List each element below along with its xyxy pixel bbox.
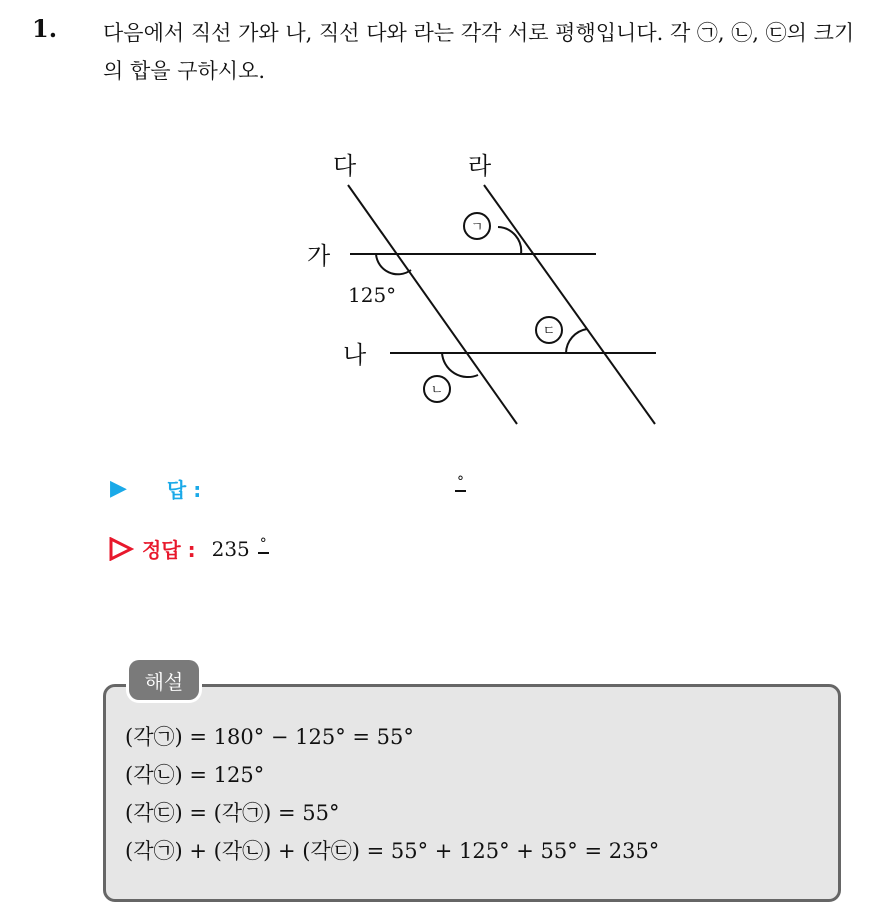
- correct-answer-row: [108, 534, 269, 563]
- explanation-title: 해설: [129, 660, 199, 700]
- answer-unit: °: [457, 474, 464, 490]
- explanation-line: (각㉠) + (각㉡) + (각㉢) = 55° + 125° + 55° = 235°: [125, 839, 660, 863]
- answer-label: 답 :: [166, 478, 202, 502]
- correct-answer-value: 235: [211, 536, 250, 561]
- correct-answer-label: 정답 :: [142, 538, 196, 562]
- question-text: 다음에서 직선 가와 나, 직선 다와 라는 각각 서로 평행입니다. 각 ㉠, ㉡, ㉢의 크기의 합을 구하시오.: [103, 21, 855, 83]
- explanation-line: (각㉡) = 125°: [125, 763, 265, 787]
- line-label-ga: 가: [307, 242, 331, 270]
- line-ra: [484, 185, 655, 424]
- outline-triangle-icon: [108, 537, 134, 561]
- explanation-line: (각㉢) = (각㉠) = 55°: [125, 801, 340, 825]
- angle-label-1: ㄱ: [470, 220, 484, 235]
- angle-arc-2: [442, 353, 478, 377]
- given-angle-label: 125°: [348, 283, 397, 307]
- angle-arc-given: [376, 254, 411, 274]
- line-label-na: 나: [343, 341, 367, 369]
- angle-label-2: ㄴ: [430, 383, 444, 398]
- angle-label-3: ㄷ: [542, 324, 556, 339]
- explanation-lines: [125, 718, 659, 870]
- question-number: 1.: [32, 14, 58, 43]
- answer-row: [110, 474, 464, 503]
- line-label-da: 다: [333, 152, 357, 180]
- play-triangle-icon: ▶: [110, 476, 127, 501]
- correct-answer-unit: °: [259, 535, 267, 552]
- explanation-line: (각㉠) = 180° − 125° = 55°: [125, 725, 414, 749]
- line-label-ra: 라: [468, 152, 492, 180]
- angle-arc-3: [566, 329, 587, 353]
